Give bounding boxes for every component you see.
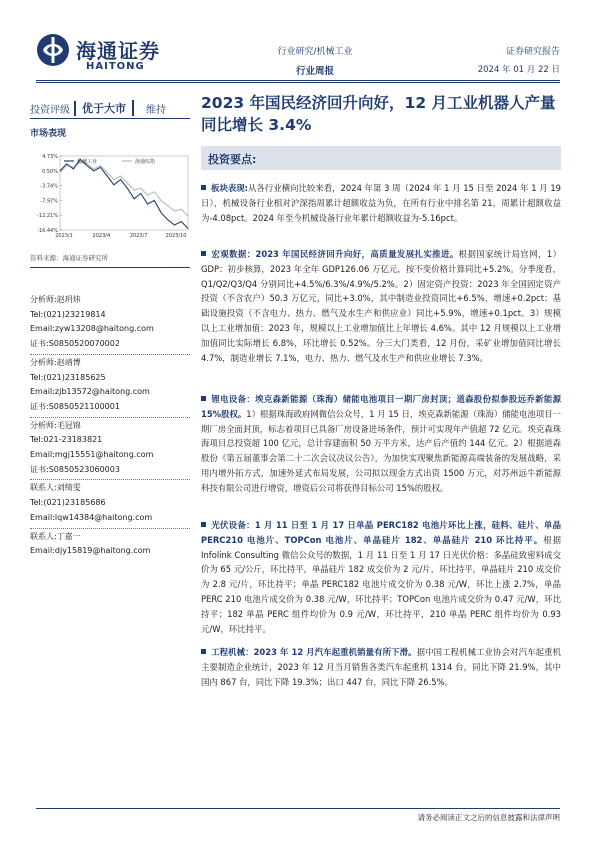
y-tick-label: 4.73% <box>42 154 58 160</box>
footer-divider <box>36 808 560 809</box>
analyst-cert: 证书:S0850520070002 <box>30 339 120 349</box>
analyst-tel: Tel:(021)23185625 <box>30 372 106 382</box>
analyst-card <box>30 293 190 352</box>
x-tick-label: 2023/1 <box>55 233 73 239</box>
bullet-marker <box>201 396 206 401</box>
rating-trend: 维持 <box>146 104 166 116</box>
investment-rating <box>30 98 190 119</box>
bullet-text: 据中国工程机械工业协会对汽车起重机主要制造企业统计，2023 年 12 月当月销售各类汽车起重机 1314 台，同比下降 21.9%，其中国内 867 台，同比下降 19.3%；出口 447 台，同比下降 26.5%。 <box>201 647 561 687</box>
bullet-marker <box>201 522 206 527</box>
analyst-card <box>30 419 190 478</box>
analyst-email[interactable]: Email:mgj15551@haitong.com <box>30 450 154 459</box>
analyst-separator <box>30 479 190 480</box>
analyst-tel: Tel:021-23183821 <box>30 435 103 445</box>
analyst-role: 分析师:赵靖博 <box>30 357 81 367</box>
analyst-email[interactable]: Email:zyw13208@haitong.com <box>30 324 154 334</box>
x-tick-label: 2023/10 <box>165 233 187 239</box>
analyst-tel: Tel:(021)23185686 <box>30 498 106 508</box>
series-line <box>60 162 188 216</box>
bullet-construction-machinery <box>201 645 561 689</box>
bullet-sector-performance <box>201 181 561 225</box>
chart-source: 资料来源：海通证券研究所 <box>30 254 108 262</box>
y-tick-label: -3.74% <box>40 183 58 190</box>
bullet-lithium-equipment <box>201 392 561 496</box>
analyst-role: 联系人:丁嘉一 <box>30 531 81 541</box>
x-tick-label: 2023/7 <box>129 233 148 239</box>
rating-value: 优于大市 <box>76 100 134 116</box>
analyst-card <box>30 481 190 525</box>
bullet-heading: 板块表现: <box>211 183 249 193</box>
market-performance-chart <box>30 148 192 246</box>
analyst-role: 联系人:刘绮雯 <box>30 483 81 493</box>
bullet-photovoltaic-equipment <box>201 518 561 636</box>
analyst-separator <box>30 417 190 418</box>
bullet-marker <box>201 649 206 654</box>
bullet-text: 从各行业横向比较来看，2024 年第 3 周（2024 年 1 月 15 日至 2024 年 1 月 19 日），机械设备行业相对沪深指周累计超额收益为负，在所有行业中排名第 21，周累计超额收益为-4.08pct。2024 年至今机械设备行业年累计超额收益为-5.16pct。 <box>201 183 561 223</box>
analyst-role: 分析师:毛冠锦 <box>30 420 81 430</box>
header-divider <box>36 80 560 81</box>
y-tick-label: -7.97% <box>40 198 58 205</box>
bullet-text: 根据 Infolink Consulting 微信公众号的数据，1 月 11 日至 1 月 17 日光伏价格：多晶硅致密料成交价为 65 元/公斤，环比持平，单晶硅片 182 成交价为 2 元/片，环比持平，单晶硅片 210 成交价为 2.8 元/片，环比持平；单晶 PERC182 电池片成交价为 0.38 元/W，环比上涨 2.7%，单晶 PERC 210 电池片成交价为 0.38 元/W，环比持平；TOPCon 电池片成交价为 0.47 元/W，环比持平；182 单晶 PERC 组件均价为 0.9 元/W，环比持平，210 单晶 PERC 组件均价为 0.93 元/W，环比持平。 <box>201 534 562 634</box>
y-tick-label: 0.50% <box>42 168 58 175</box>
haitong-logo-icon <box>36 33 70 67</box>
haitong-logo <box>36 33 186 77</box>
bullet-marker <box>201 185 206 190</box>
bullet-heading: 锂电设备：埃克森新能源（珠海）储能电池项目一期厂房封顶；道森股份拟参股远乔新能源 15%股权。 <box>201 394 561 419</box>
report-type: 证券研究报告 <box>505 47 560 57</box>
bullet-text: 根据国家统计局官网，1）GDP：初步核算，2023 年全年 GDP126.06 万亿元，按不变价格计算同比+5.2%。分季度看，Q1/Q2/Q3/Q4 分别同比+4.5%/6.3%/4.9%/5.2%。2）固定资产投资：2023 年全国固定资产投资（不含农户）50.3 万亿元，同比+3.0%，其中制造业投资同比+6.5%，增速+0.2pct；基础设施投资（不含电力、热力、燃气及水生产和供应业）同比+5.9%，增速+0.1pct。3）规模以上工业增加值：2023 年，规模以上工业增加值比上年增长 4.6%。其中 12 月规模以上工业增加值同比实际增长 6.8%，环比增长 0.52%。分三大门类看，12 月份，采矿业增加值同比增长 4.7%，制造业增长 7.1%，电力、热力、燃气及水生产和供应业增长 7.3%。 <box>201 249 561 363</box>
analyst-email[interactable]: Email:lqw14384@haitong.com <box>30 512 153 522</box>
analyst-email[interactable]: Email:djy15819@haitong.com <box>30 546 151 556</box>
analyst-card <box>30 356 190 415</box>
bullet-marker <box>201 251 206 256</box>
key-points-title: 投资要点: <box>208 153 257 166</box>
analyst-role: 分析师:赵玥炜 <box>30 295 81 304</box>
footer-disclaimer: 请务必阅读正文之后的信息披露和法律声明 <box>417 813 560 822</box>
bullet-heading: 光伏设备：1 月 11 日至 1 月 17 日单晶 PERC182 电池片环比上涨，硅料、硅片、单晶 PERC210 电池片、TOPCon 电池片、单晶硅片 182、单晶硅片 210 环比持平。 <box>201 520 561 545</box>
report-date: 2024 年 01 月 22 日 <box>477 65 560 75</box>
y-tick-label: -16.44% <box>37 228 58 234</box>
series-line <box>60 159 188 228</box>
analyst-email[interactable]: Email:zjb13572@haitong.com <box>30 387 150 397</box>
logo-english-name: HAITONG <box>86 61 145 72</box>
market-performance-heading: 市场表现 <box>30 129 67 139</box>
report-subcategory: 行业周报 <box>295 66 334 77</box>
analyst-tel: Tel:(021)23219814 <box>30 309 106 319</box>
y-tick-label: -12.21% <box>37 213 58 220</box>
analyst-card <box>30 530 190 559</box>
rating-label: 投资评级 <box>30 101 76 116</box>
legend-label: 海通综指 <box>135 159 156 165</box>
analyst-cert: 证书:S0850521100001 <box>30 401 120 411</box>
source-divider <box>30 267 190 268</box>
bullet-macro-data <box>201 247 561 365</box>
analyst-separator <box>30 528 190 529</box>
x-tick-label: 2023/4 <box>92 233 111 239</box>
report-title: 2023 年国民经济回升向好，12 月工业机器人产量同比增长 3.4% <box>201 94 556 134</box>
bullet-heading: 工程机械：2023 年 12 月汽车起重机销量有所下滑。 <box>211 647 417 657</box>
report-category: 行业研究/机械工业 <box>277 47 353 57</box>
bullet-text: 1）根据珠海政府网微信公众号，1 月 15 日，埃克森新能源（珠海）储能电池项目一期厂房全面封顶，标志着项目已具备厂房设备进场条件，预计可实现年产值超 72 亿元。埃克森珠海项目总投资超 100 亿元，总计容建面积 50 万平方米，达产后产值约 144 亿元。2）根据道森股份《第五届董事会第二十二次会议决议公告》，为加快实现聚焦新能源高端装备的发展战略，采用内增外拓方式，加速外延式布局发展，公司拟以现金方式出资 1500 万元，对苏州远牛新能源科技有限公司进行增资，增资后公司将获得目标公司 15%的股权。 <box>201 408 561 493</box>
legend-label: 机械工业 <box>77 159 98 165</box>
analyst-cert: 证书:S0850523060003 <box>30 464 120 474</box>
header-divider-secondary <box>36 82 560 83</box>
bullet-heading: 宏观数据：2023 年国民经济回升向好，高质量发展扎实推进。 <box>211 249 459 259</box>
analyst-separator <box>30 354 190 355</box>
plot-frame <box>60 156 188 230</box>
logo-chinese-name: 海通证券 <box>76 39 160 63</box>
